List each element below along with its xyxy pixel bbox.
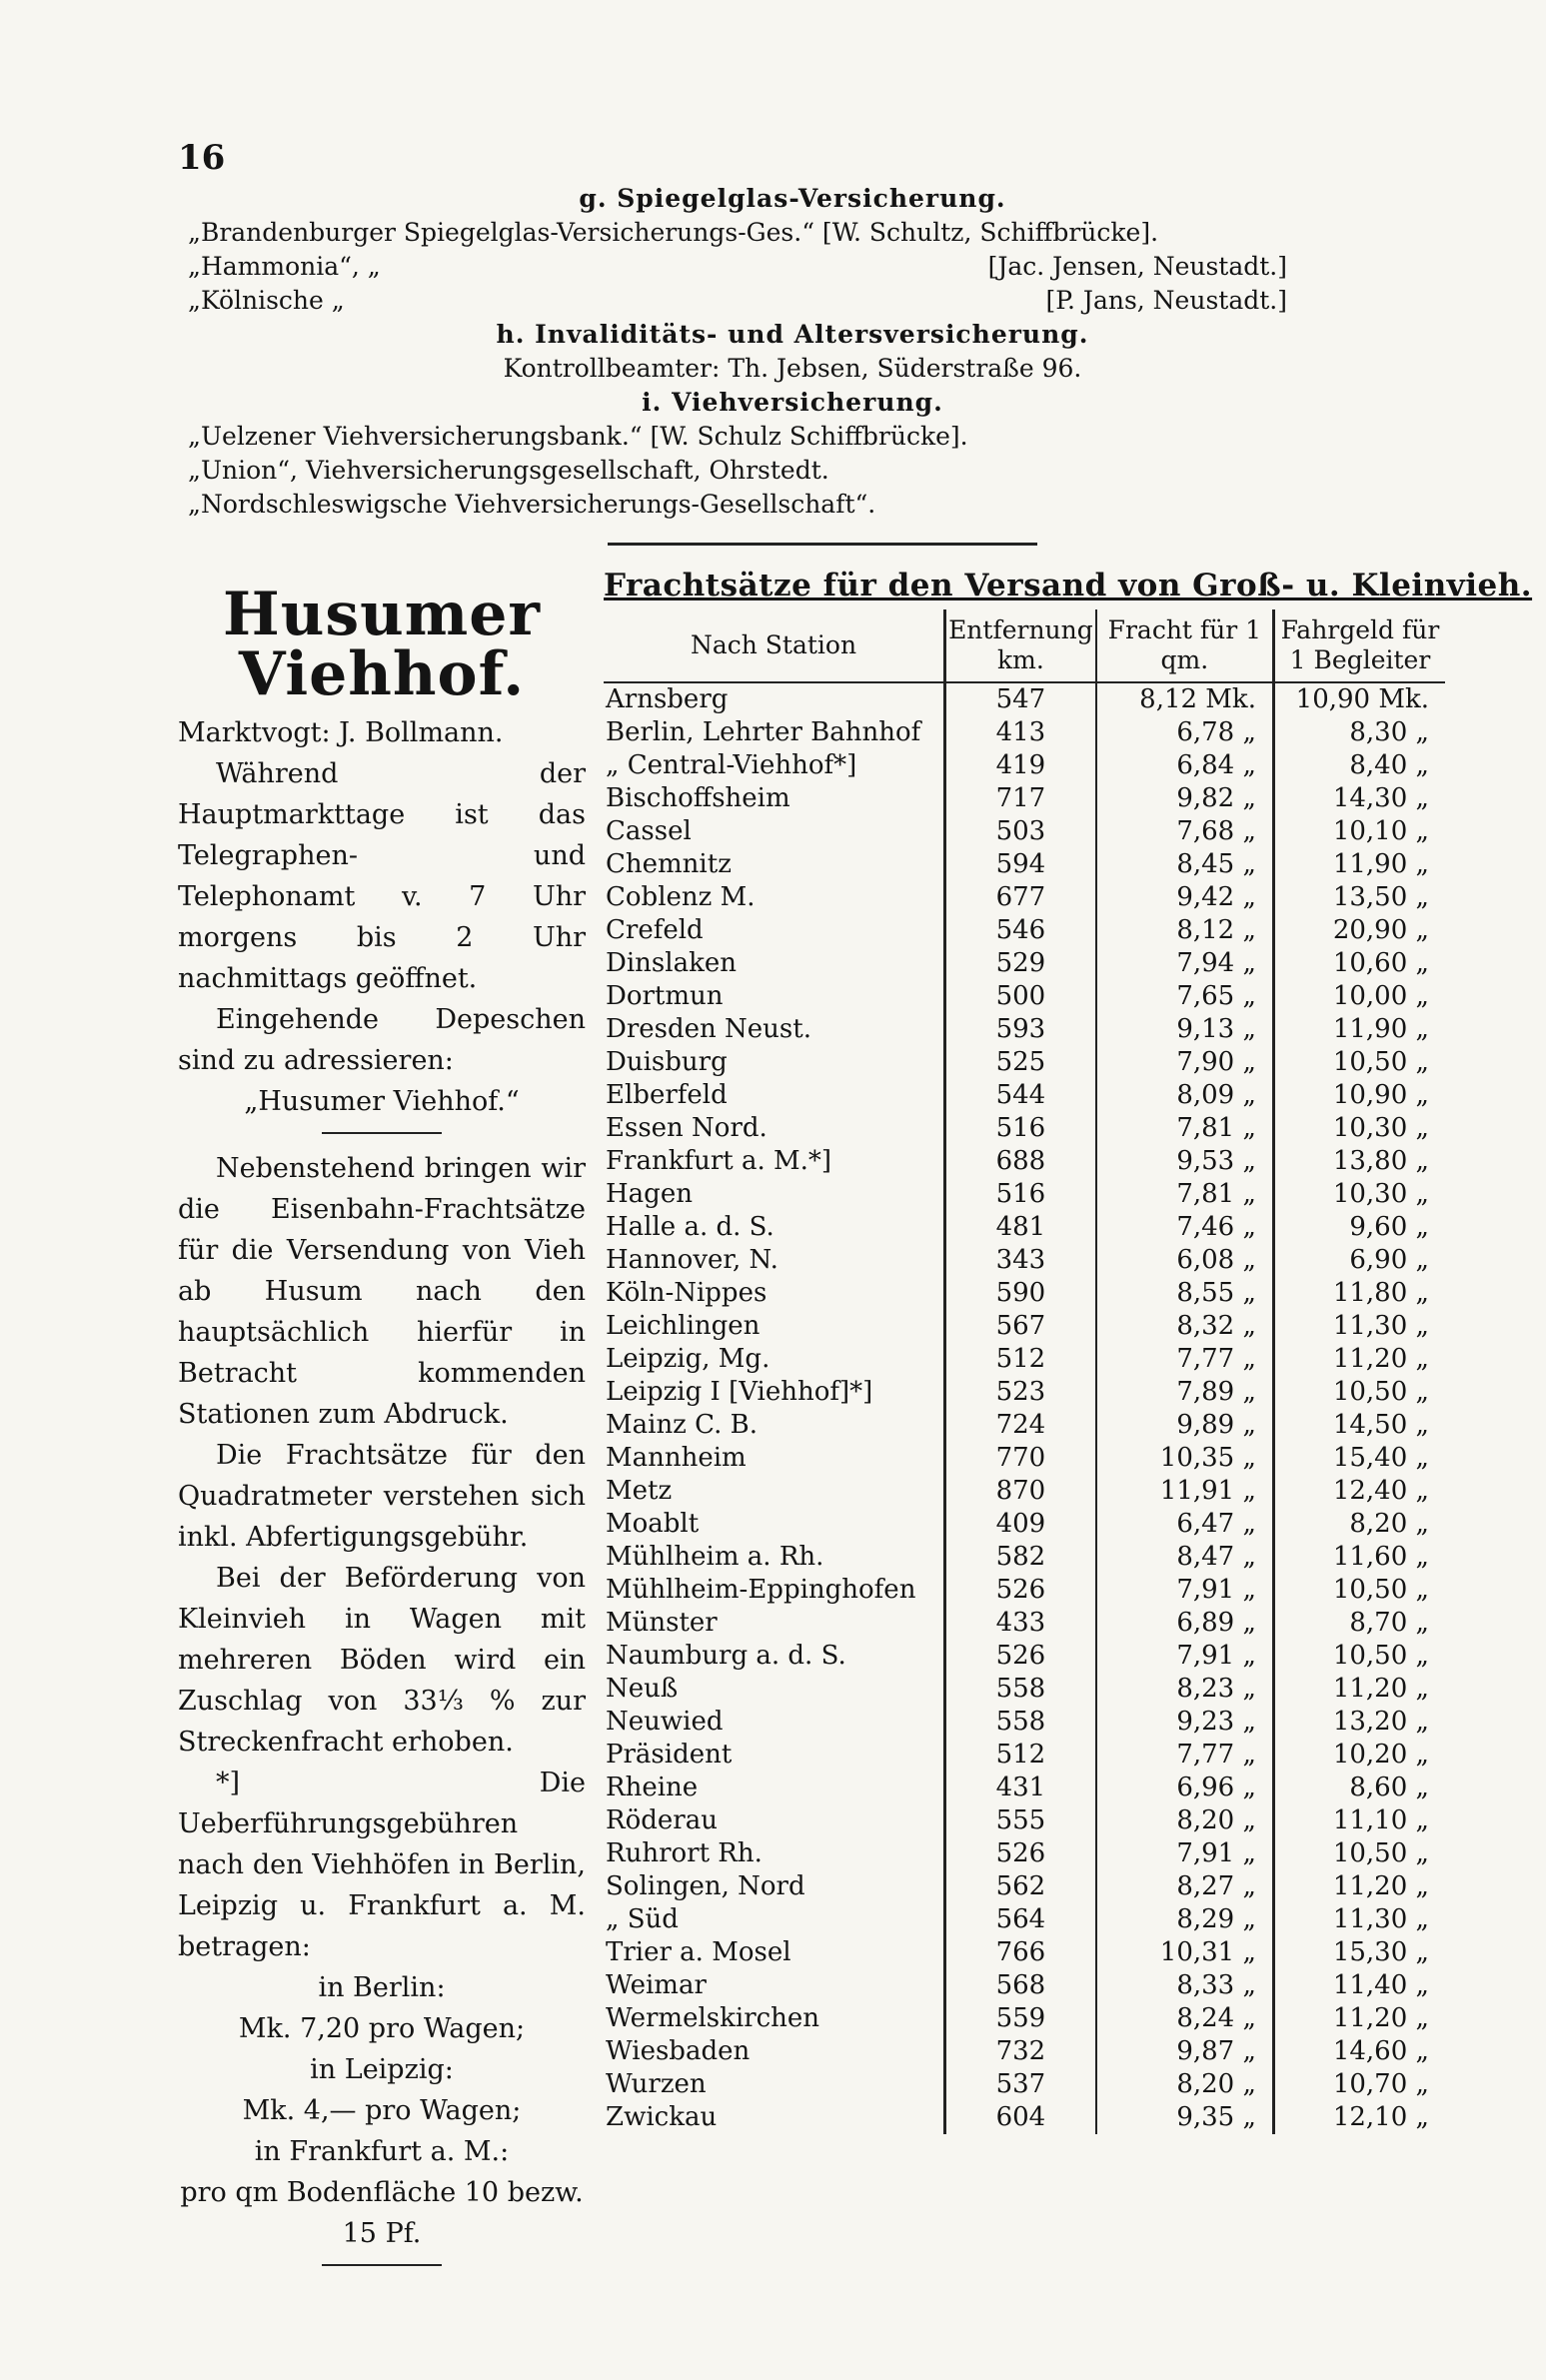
freight-cell: 7,77 „ — [1096, 1739, 1274, 1772]
telegraph-hours: Während der Hauptmarkttage ist das Telegraphen- und Telephonamt v. 7 Uhr morgens bis 2 Uhr nachmittags geöffnet. — [178, 758, 586, 994]
page-number: 16 — [178, 138, 226, 178]
freight-cell: 8,47 „ — [1096, 1541, 1274, 1574]
distance-cell: 766 — [945, 1936, 1096, 1969]
station-cell: Frankfurt a. M.*] — [604, 1145, 945, 1178]
freight-cell: 8,09 „ — [1096, 1079, 1274, 1112]
station-cell: Berlin, Lehrter Bahnhof — [604, 716, 945, 749]
station-cell: Wurzen — [604, 2068, 945, 2101]
freight-cell: 8,12 „ — [1096, 914, 1274, 947]
table-row — [604, 1145, 1445, 1178]
insurer-union: „Union“, Viehversicherungsgesellschaft, Ohrstedt. — [188, 456, 829, 485]
fare-cell: 10,30 „ — [1332, 1179, 1429, 1209]
distance-cell: 413 — [945, 716, 1096, 749]
freight-cell: 8,45 „ — [1096, 848, 1274, 881]
fare-cell: 12,10 „ — [1332, 2102, 1429, 2132]
distance-cell: 529 — [945, 947, 1096, 980]
fare-cell: 11,90 „ — [1332, 1014, 1429, 1044]
fare-cell: 10,00 „ — [1332, 981, 1429, 1011]
station-cell: Weimar — [604, 1969, 945, 2002]
station-cell: Bischoffsheim — [604, 782, 945, 815]
distance-cell: 604 — [945, 2101, 1096, 2134]
fare-cell: 9,60 „ — [1349, 1212, 1429, 1242]
freight-cell: 8,55 „ — [1096, 1277, 1274, 1310]
freight-cell: 7,68 „ — [1096, 815, 1274, 848]
distance-cell: 559 — [945, 2002, 1096, 2035]
distance-cell: 562 — [945, 1870, 1096, 1903]
insurer-brandenburger: „Brandenburger Spiegelglas-Versicherungs-Ges.“ [W. Schultz, Schiffbrücke]. — [188, 218, 1159, 247]
insurance-section — [178, 182, 1407, 522]
distance-cell: 688 — [945, 1145, 1096, 1178]
table-row — [604, 682, 1445, 716]
freight-cell: 9,13 „ — [1096, 1013, 1274, 1046]
fare-cell: 10,50 „ — [1332, 1838, 1429, 1868]
distance-cell: 870 — [945, 1475, 1096, 1508]
table-row — [604, 914, 1445, 947]
freight-cell: 8,23 „ — [1096, 1673, 1274, 1706]
freight-cell: 6,84 „ — [1096, 749, 1274, 782]
station-cell: Köln-Nippes — [604, 1277, 945, 1310]
freight-cell: 6,96 „ — [1096, 1772, 1274, 1804]
insurer-hammonia — [178, 250, 1407, 284]
distance-cell: 343 — [945, 1244, 1096, 1277]
freight-cell: 7,94 „ — [1096, 947, 1274, 980]
table-row — [604, 815, 1445, 848]
market-bailiff: Marktvogt: J. Bollmann. — [178, 717, 504, 748]
short-divider — [322, 1132, 442, 1134]
insurer-agent: [Jac. Jensen, Neustadt.] — [987, 252, 1287, 281]
station-cell: Wiesbaden — [604, 2035, 945, 2068]
table-row — [604, 1969, 1445, 2002]
table-row — [604, 1013, 1445, 1046]
table-row — [604, 1046, 1445, 1079]
insurer-name: „Kölnische „ — [188, 286, 345, 315]
table-row — [604, 1211, 1445, 1244]
fare-cell: 11,10 „ — [1332, 1805, 1429, 1835]
col-header-distance: Entfernung km. — [945, 609, 1096, 682]
distance-cell: 526 — [945, 1640, 1096, 1673]
freight-cell: 7,90 „ — [1096, 1046, 1274, 1079]
distance-cell: 594 — [945, 848, 1096, 881]
viehhof-column — [178, 580, 586, 2280]
dispatch-note: Eingehende Depeschen sind zu adressieren: — [178, 1004, 586, 1076]
distance-cell: 503 — [945, 815, 1096, 848]
distance-cell: 717 — [945, 782, 1096, 815]
station-cell: Crefeld — [604, 914, 945, 947]
station-cell: „ Süd — [604, 1903, 945, 1936]
station-cell: Mannheim — [604, 1442, 945, 1475]
distance-cell: 582 — [945, 1541, 1096, 1574]
fare-cell: 11,20 „ — [1332, 2003, 1429, 2033]
table-row — [604, 1475, 1445, 1508]
freight-intro: Nebenstehend bringen wir die Eisenbahn-Frachtsätze für die Versendung von Vieh ab Husum nach den hauptsächlich hierfür in Betracht kommenden Stationen zum Abdruck. — [178, 1153, 586, 1430]
fare-cell: 13,80 „ — [1332, 1146, 1429, 1176]
fee-frankfurt-label: in Frankfurt a. M.: — [254, 2136, 510, 2167]
table-header-row — [604, 609, 1445, 682]
distance-cell: 568 — [945, 1969, 1096, 2002]
distance-cell: 512 — [945, 1739, 1096, 1772]
distance-cell: 555 — [945, 1804, 1096, 1837]
freight-cell: 9,42 „ — [1096, 881, 1274, 914]
col-header-fare: Fahrgeld für 1 Begleiter — [1273, 609, 1445, 682]
insurer-uelzener: „Uelzener Viehversicherungsbank.“ [W. Schulz Schiffbrücke]. — [188, 422, 968, 451]
distance-cell: 593 — [945, 1013, 1096, 1046]
table-row — [604, 1607, 1445, 1640]
fare-cell: 10,30 „ — [1332, 1113, 1429, 1143]
fare-cell: 12,40 „ — [1332, 1476, 1429, 1506]
station-cell: Naumburg a. d. S. — [604, 1640, 945, 1673]
table-row — [604, 2101, 1445, 2134]
freight-cell: 7,91 „ — [1096, 1837, 1274, 1870]
fare-cell: 13,20 „ — [1332, 1707, 1429, 1737]
station-cell: Elberfeld — [604, 1079, 945, 1112]
distance-cell: 537 — [945, 2068, 1096, 2101]
fare-cell: 10,20 „ — [1332, 1740, 1429, 1770]
table-row — [604, 1706, 1445, 1739]
station-cell: Münster — [604, 1607, 945, 1640]
station-cell: Wermelskirchen — [604, 2002, 945, 2035]
freight-cell: 8,29 „ — [1096, 1903, 1274, 1936]
table-row — [604, 1112, 1445, 1145]
distance-cell: 409 — [945, 1508, 1096, 1541]
table-row — [604, 1376, 1445, 1409]
distance-cell: 677 — [945, 881, 1096, 914]
table-row — [604, 2068, 1445, 2101]
fare-cell: 11,20 „ — [1332, 1871, 1429, 1901]
table-row — [604, 2002, 1445, 2035]
table-row — [604, 947, 1445, 980]
table-row — [604, 1837, 1445, 1870]
table-row — [604, 2035, 1445, 2068]
fare-cell: 14,30 „ — [1332, 783, 1429, 813]
heading-glass-insurance: g. Spiegelglas-Versicherung. — [579, 184, 1006, 213]
distance-cell: 732 — [945, 2035, 1096, 2068]
freight-cell: 7,46 „ — [1096, 1211, 1274, 1244]
fare-cell: 10,60 „ — [1332, 948, 1429, 978]
station-cell: Coblenz M. — [604, 881, 945, 914]
station-cell: Arnsberg — [604, 682, 945, 716]
freight-cell: 7,81 „ — [1096, 1178, 1274, 1211]
distance-cell: 547 — [945, 682, 1096, 716]
distance-cell: 526 — [945, 1574, 1096, 1607]
fare-cell: 14,60 „ — [1332, 2036, 1429, 2066]
distance-cell: 770 — [945, 1442, 1096, 1475]
surcharge-note: Bei der Beförderung von Kleinvieh in Wagen mit mehreren Böden wird ein Zuschlag von 33⅓ % zur Streckenfracht erhoben. — [178, 1563, 586, 1758]
station-cell: Chemnitz — [604, 848, 945, 881]
fare-cell: 10,50 „ — [1332, 1377, 1429, 1407]
table-row — [604, 782, 1445, 815]
fare-cell: 20,90 „ — [1332, 915, 1429, 945]
distance-cell: 567 — [945, 1310, 1096, 1343]
fee-frankfurt-value: pro qm Bodenfläche 10 bezw. — [180, 2177, 584, 2208]
station-cell: Solingen, Nord — [604, 1870, 945, 1903]
freight-cell: 7,81 „ — [1096, 1112, 1274, 1145]
table-row — [604, 1673, 1445, 1706]
station-cell: Trier a. Mosel — [604, 1936, 945, 1969]
control-officer: Kontrollbeamter: Th. Jebsen, Süderstraße 96. — [503, 354, 1082, 383]
table-row — [604, 1178, 1445, 1211]
footnote-transfer-fees: *] Die Ueberführungsgebühren nach den Viehhöfen in Berlin, Leipzig u. Frankfurt a. M. betragen: — [178, 1768, 586, 1962]
freight-table-title: Frachtsätze für den Versand von Groß- u. Kleinvieh. — [604, 568, 1533, 603]
table-row — [604, 1442, 1445, 1475]
freight-cell: 9,89 „ — [1096, 1409, 1274, 1442]
freight-cell: 8,20 „ — [1096, 2068, 1274, 2101]
fare-cell: 14,50 „ — [1332, 1410, 1429, 1440]
freight-cell: 9,23 „ — [1096, 1706, 1274, 1739]
distance-cell: 516 — [945, 1178, 1096, 1211]
table-row — [604, 1804, 1445, 1837]
station-cell: Rheine — [604, 1772, 945, 1804]
freight-table — [604, 609, 1445, 2134]
station-cell: Zwickau — [604, 2101, 945, 2134]
distance-cell: 544 — [945, 1079, 1096, 1112]
fee-leipzig-value: Mk. 4,— pro Wagen; — [242, 2095, 522, 2126]
table-row — [604, 1343, 1445, 1376]
station-cell: „ Central-Viehhof*] — [604, 749, 945, 782]
station-cell: Mühlheim-Eppinghofen — [604, 1574, 945, 1607]
station-cell: Dinslaken — [604, 947, 945, 980]
station-cell: Präsident — [604, 1739, 945, 1772]
fare-cell: 8,20 „ — [1349, 1509, 1429, 1539]
distance-cell: 558 — [945, 1673, 1096, 1706]
distance-cell: 516 — [945, 1112, 1096, 1145]
telegram-address: „Husumer Viehhof.“ — [244, 1086, 520, 1117]
freight-cell: 7,77 „ — [1096, 1343, 1274, 1376]
insurer-koelnische — [178, 284, 1407, 318]
station-cell: Mainz C. B. — [604, 1409, 945, 1442]
table-row — [604, 1310, 1445, 1343]
fare-cell: 10,50 „ — [1332, 1047, 1429, 1077]
station-cell: Halle a. d. S. — [604, 1211, 945, 1244]
fare-cell: 15,30 „ — [1332, 1937, 1429, 1967]
table-row — [604, 1936, 1445, 1969]
distance-cell: 564 — [945, 1903, 1096, 1936]
fare-cell: 15,40 „ — [1332, 1443, 1429, 1473]
station-cell: Ruhrort Rh. — [604, 1837, 945, 1870]
distance-cell: 431 — [945, 1772, 1096, 1804]
fee-berlin-value: Mk. 7,20 pro Wagen; — [238, 2013, 526, 2044]
fare-cell: 10,70 „ — [1332, 2069, 1429, 2099]
freight-cell: 8,33 „ — [1096, 1969, 1274, 2002]
freight-cell: 9,35 „ — [1096, 2101, 1274, 2134]
fee-frankfurt-value-2: 15 Pf. — [342, 2218, 422, 2249]
insurer-name: „Hammonia“, „ — [188, 252, 381, 281]
distance-cell: 419 — [945, 749, 1096, 782]
distance-cell: 546 — [945, 914, 1096, 947]
freight-cell: 9,87 „ — [1096, 2035, 1274, 2068]
table-row — [604, 1541, 1445, 1574]
table-row — [604, 1739, 1445, 1772]
fare-cell: 11,20 „ — [1332, 1674, 1429, 1704]
fee-leipzig-label: in Leipzig: — [310, 2054, 454, 2085]
table-row — [604, 1409, 1445, 1442]
freight-cell: 11,91 „ — [1096, 1475, 1274, 1508]
freight-cell: 8,24 „ — [1096, 2002, 1274, 2035]
heading-livestock-insurance: i. Viehversicherung. — [642, 388, 943, 417]
freight-cell: 7,65 „ — [1096, 980, 1274, 1013]
fare-cell: 11,30 „ — [1332, 1311, 1429, 1341]
distance-cell: 526 — [945, 1837, 1096, 1870]
table-row — [604, 1079, 1445, 1112]
station-cell: Metz — [604, 1475, 945, 1508]
table-row — [604, 749, 1445, 782]
freight-cell: 6,89 „ — [1096, 1607, 1274, 1640]
fare-cell: 10,50 „ — [1332, 1575, 1429, 1605]
fare-cell: 8,30 „ — [1349, 717, 1429, 747]
freight-cell: 6,47 „ — [1096, 1508, 1274, 1541]
distance-cell: 512 — [945, 1343, 1096, 1376]
short-divider — [322, 2264, 442, 2266]
table-row — [604, 1508, 1445, 1541]
table-row — [604, 881, 1445, 914]
fare-cell: 11,80 „ — [1332, 1278, 1429, 1308]
col-header-freight: Fracht für 1 qm. — [1096, 609, 1274, 682]
section-divider — [608, 543, 1037, 546]
freight-cell: 7,91 „ — [1096, 1640, 1274, 1673]
station-cell: Leichlingen — [604, 1310, 945, 1343]
freight-cell: 8,32 „ — [1096, 1310, 1274, 1343]
table-row — [604, 1244, 1445, 1277]
freight-cell: 7,89 „ — [1096, 1376, 1274, 1409]
station-cell: Dortmun — [604, 980, 945, 1013]
fare-cell: 10,90 Mk. — [1295, 684, 1429, 714]
distance-cell: 525 — [945, 1046, 1096, 1079]
heading-invalidity-insurance: h. Invaliditäts- und Altersversicherung. — [496, 320, 1089, 349]
fare-cell: 8,40 „ — [1349, 750, 1429, 780]
table-row — [604, 848, 1445, 881]
viehhof-title: Husumer Viehhof. — [223, 580, 541, 709]
table-row — [604, 980, 1445, 1013]
table-row — [604, 1870, 1445, 1903]
fare-cell: 8,60 „ — [1349, 1773, 1429, 1802]
freight-cell: 6,08 „ — [1096, 1244, 1274, 1277]
distance-cell: 558 — [945, 1706, 1096, 1739]
fare-cell: 11,20 „ — [1332, 1344, 1429, 1374]
freight-cell: 10,35 „ — [1096, 1442, 1274, 1475]
freight-cell: 9,82 „ — [1096, 782, 1274, 815]
freight-cell: 8,12 Mk. — [1096, 682, 1274, 716]
freight-cell: 8,20 „ — [1096, 1804, 1274, 1837]
fare-cell: 10,50 „ — [1332, 1641, 1429, 1671]
freight-cell: 6,78 „ — [1096, 716, 1274, 749]
freight-rates-note: Die Frachtsätze für den Quadratmeter verstehen sich inkl. Abfertigungsgebühr. — [178, 1440, 586, 1553]
freight-cell: 9,53 „ — [1096, 1145, 1274, 1178]
fare-cell: 6,90 „ — [1349, 1245, 1429, 1275]
station-cell: Moablt — [604, 1508, 945, 1541]
freight-cell: 7,91 „ — [1096, 1574, 1274, 1607]
fare-cell: 11,40 „ — [1332, 1970, 1429, 2000]
station-cell: Mühlheim a. Rh. — [604, 1541, 945, 1574]
station-cell: Hannover, N. — [604, 1244, 945, 1277]
station-cell: Dresden Neust. — [604, 1013, 945, 1046]
table-row — [604, 1903, 1445, 1936]
distance-cell: 724 — [945, 1409, 1096, 1442]
freight-cell: 10,31 „ — [1096, 1936, 1274, 1969]
station-cell: Hagen — [604, 1178, 945, 1211]
station-cell: Röderau — [604, 1804, 945, 1837]
station-cell: Neuß — [604, 1673, 945, 1706]
fare-cell: 11,30 „ — [1332, 1904, 1429, 1934]
fare-cell: 10,10 „ — [1332, 816, 1429, 846]
insurer-nordschleswig: „Nordschleswigsche Viehversicherungs-Gesellschaft“. — [188, 490, 876, 519]
table-row — [604, 1772, 1445, 1804]
station-cell: Duisburg — [604, 1046, 945, 1079]
freight-cell: 8,27 „ — [1096, 1870, 1274, 1903]
table-row — [604, 716, 1445, 749]
fare-cell: 10,90 „ — [1332, 1080, 1429, 1110]
distance-cell: 500 — [945, 980, 1096, 1013]
distance-cell: 481 — [945, 1211, 1096, 1244]
table-row — [604, 1277, 1445, 1310]
fee-berlin-label: in Berlin: — [318, 1972, 446, 2003]
fare-cell: 11,60 „ — [1332, 1542, 1429, 1572]
fare-cell: 11,90 „ — [1332, 849, 1429, 879]
col-header-station: Nach Station — [604, 609, 945, 682]
table-row — [604, 1574, 1445, 1607]
fare-cell: 13,50 „ — [1332, 882, 1429, 912]
distance-cell: 523 — [945, 1376, 1096, 1409]
table-row — [604, 1640, 1445, 1673]
station-cell: Cassel — [604, 815, 945, 848]
insurer-agent: [P. Jans, Neustadt.] — [1045, 286, 1287, 315]
distance-cell: 433 — [945, 1607, 1096, 1640]
distance-cell: 590 — [945, 1277, 1096, 1310]
station-cell: Leipzig, Mg. — [604, 1343, 945, 1376]
station-cell: Leipzig I [Viehhof]*] — [604, 1376, 945, 1409]
station-cell: Neuwied — [604, 1706, 945, 1739]
station-cell: Essen Nord. — [604, 1112, 945, 1145]
freight-table-section — [604, 568, 1533, 2134]
fare-cell: 8,70 „ — [1349, 1608, 1429, 1638]
